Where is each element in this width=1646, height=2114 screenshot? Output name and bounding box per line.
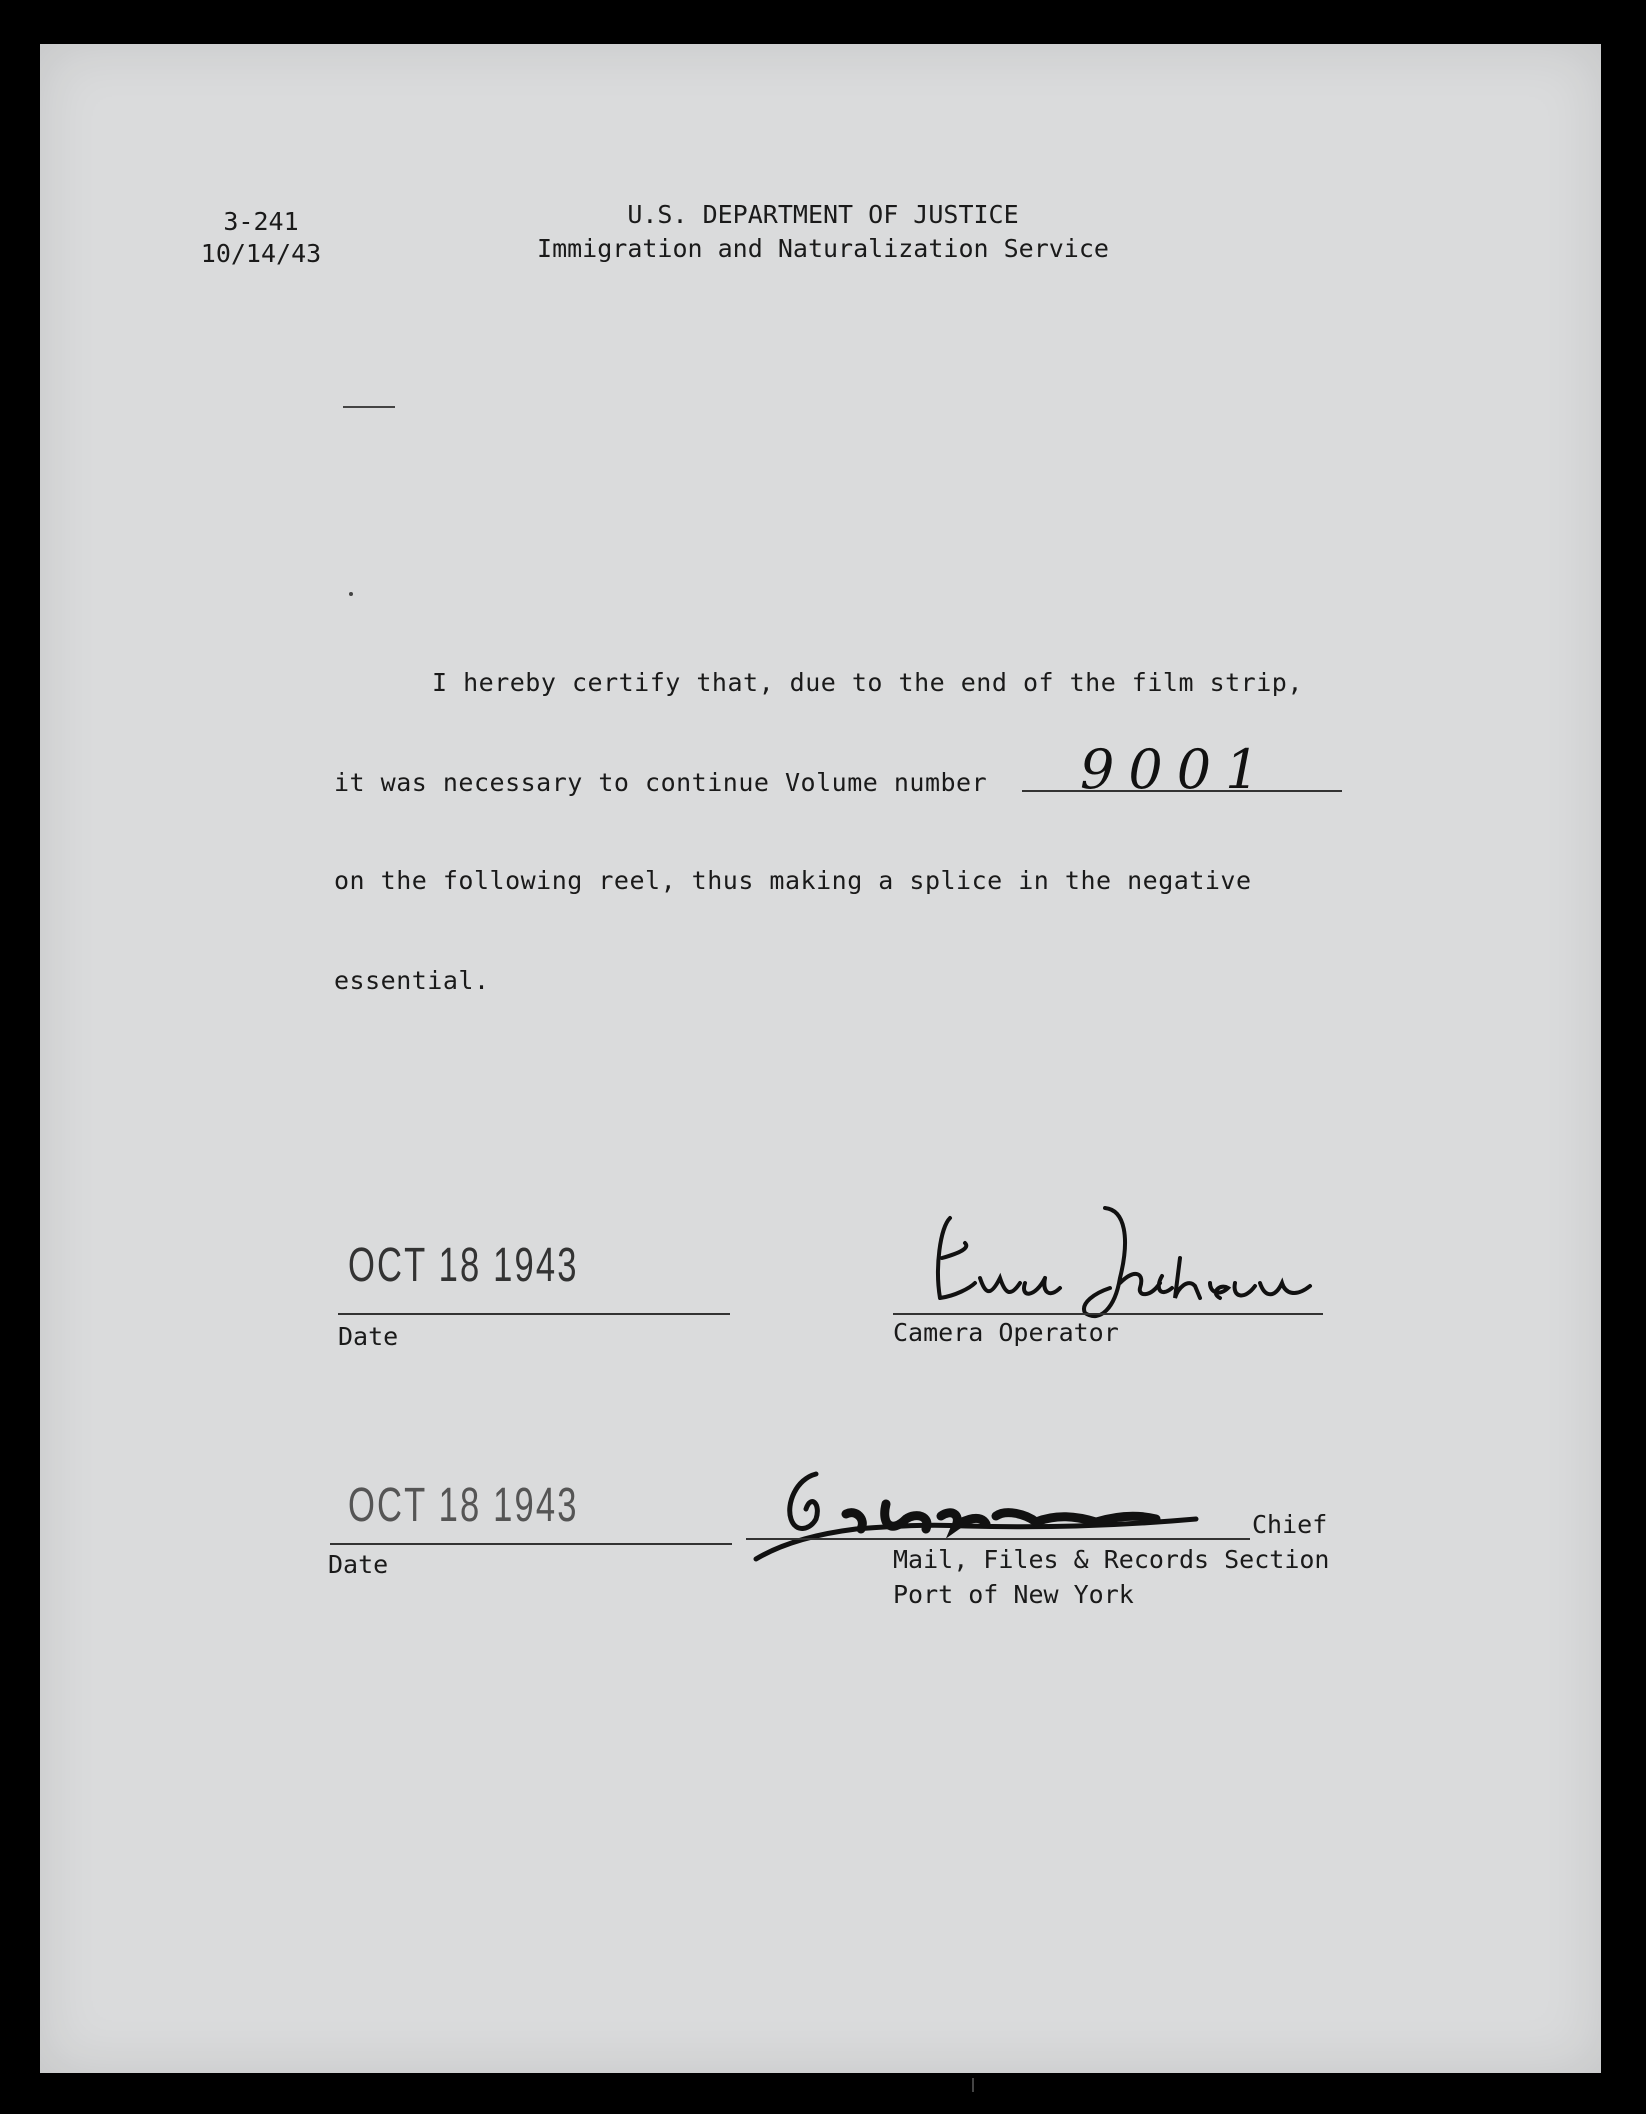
date-label-2: Date <box>328 1550 389 1579</box>
date-line-1 <box>338 1313 730 1315</box>
service-title: Immigration and Naturalization Service <box>537 234 1109 263</box>
department-title: U.S. DEPARTMENT OF JUSTICE <box>627 200 1019 229</box>
stray-mark <box>343 406 395 408</box>
volume-number-handwritten: 9001 <box>1080 738 1274 801</box>
camera-operator-signature <box>910 1198 1340 1328</box>
date-line-2 <box>330 1543 732 1545</box>
chief-label: Chief <box>1252 1510 1328 1539</box>
date-label-1: Date <box>338 1322 399 1351</box>
signature-line-1 <box>893 1313 1323 1315</box>
section-label: Mail, Files & Records Section <box>893 1545 1330 1574</box>
port-label: Port of New York <box>893 1580 1134 1609</box>
signature-line-2 <box>746 1538 1250 1540</box>
form-code: 3-241 <box>223 207 299 236</box>
camera-operator-label: Camera Operator <box>893 1318 1119 1347</box>
date-stamp-2: OCT 18 1943 <box>348 1479 579 1532</box>
certification-line-2: it was necessary to continue Volume number <box>334 768 988 797</box>
stray-mark-bottom <box>972 2078 974 2092</box>
stray-dot <box>349 592 353 596</box>
date-stamp-1: OCT 18 1943 <box>348 1239 579 1292</box>
certification-line-1: I hereby certify that, due to the end of the film strip, <box>432 668 1303 697</box>
certification-line-4: essential. <box>334 966 490 995</box>
form-date: 10/14/43 <box>200 239 322 268</box>
certification-line-3: on the following reel, thus making a splice in the negative <box>334 866 1252 895</box>
document-page <box>40 44 1601 2073</box>
